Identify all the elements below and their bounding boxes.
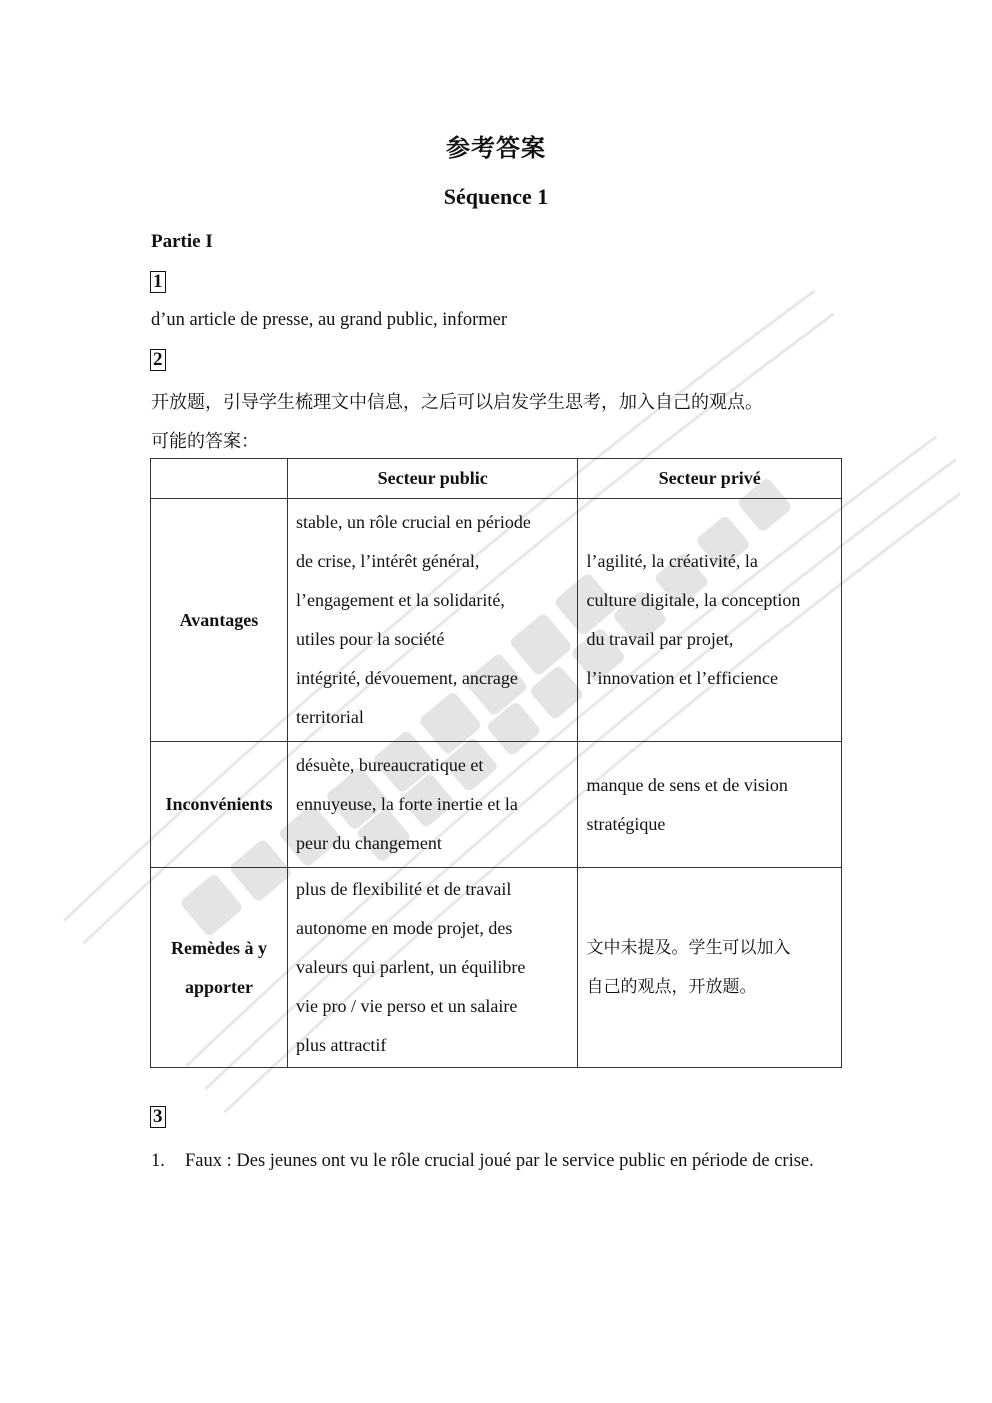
cell-line: 自己的观点，开放题。 [586,976,757,997]
row-label-line: apporter [184,976,253,997]
cell-line: stratégique [586,813,666,834]
cell-line: utiles pour la société [295,629,445,649]
cell-remedes-public [287,868,578,1068]
cell-line: stable, un rôle crucial en période [295,512,531,532]
table-row-remedes [151,868,842,1068]
page-title-cn: 参考答案 [446,134,546,162]
comparison-table [150,458,842,1068]
cell-line: du travail par projet, [586,629,734,649]
cell-avantages-public [287,499,578,742]
cell-line: plus attractif [295,1035,387,1055]
row-label-line: Remèdes à y [170,937,267,958]
cell-line: plus de flexibilité et de travail [295,879,512,899]
list-item [151,1142,843,1181]
question-1-answer: d’un article de presse, au grand public, informer [151,310,507,330]
question-2-number: 2 [150,349,166,371]
cell-line: intégrité, dévouement, ancrage [295,668,518,688]
table-header-prive: Secteur privé [578,459,842,499]
question-3-number: 3 [150,1106,166,1128]
row-label-remedes [151,868,288,1068]
table-header-public: Secteur public [287,459,578,499]
table-header-empty [151,459,288,499]
question-2-intro: 开放题，引导学生梳理文中信息，之后可以启发学生思考，加入自己的观点。 [151,392,763,413]
table-row-avantages [151,499,842,742]
cell-inconvenients-public [287,742,578,868]
cell-line: autonome en mode projet, des [295,918,513,938]
list-item-text: Faux : Des jeunes ont vu le rôle crucial joué par le service public en période de crise. [185,1151,814,1171]
cell-line: culture digitale, la conception [586,590,801,610]
cell-line: ennuyeuse, la forte inertie et la [295,794,518,814]
sequence-title: Séquence 1 [443,184,549,209]
row-label-avantages: Avantages [151,499,288,742]
cell-line: l’innovation et l’efficience [586,668,779,688]
cell-inconvenients-prive [578,742,842,868]
table-row-inconvenients [151,742,842,868]
cell-line: territorial [295,707,364,727]
cell-line: 文中未提及。学生可以加入 [586,937,791,958]
partie-heading: Partie I [151,231,213,252]
question-2-possible-answer-label: 可能的答案： [151,431,259,452]
cell-line: l’agilité, la créativité, la [586,551,758,571]
cell-line: peur du changement [295,833,442,853]
cell-line: valeurs qui parlent, un équilibre [295,957,526,977]
cell-line: l’engagement et la solidarité, [295,590,505,610]
list-item-number: 1. [151,1151,165,1171]
cell-line: de crise, l’intérêt général, [295,551,480,571]
table-header-row [151,459,842,499]
cell-remedes-prive [578,868,842,1068]
cell-line: désuète, bureaucratique et [295,755,484,775]
cell-avantages-prive [578,499,842,742]
cell-line: vie pro / vie perso et un salaire [295,996,518,1016]
cell-line: manque de sens et de vision [586,774,788,795]
row-label-inconvenients: Inconvénients [151,742,288,868]
question-1-number: 1 [150,271,166,293]
